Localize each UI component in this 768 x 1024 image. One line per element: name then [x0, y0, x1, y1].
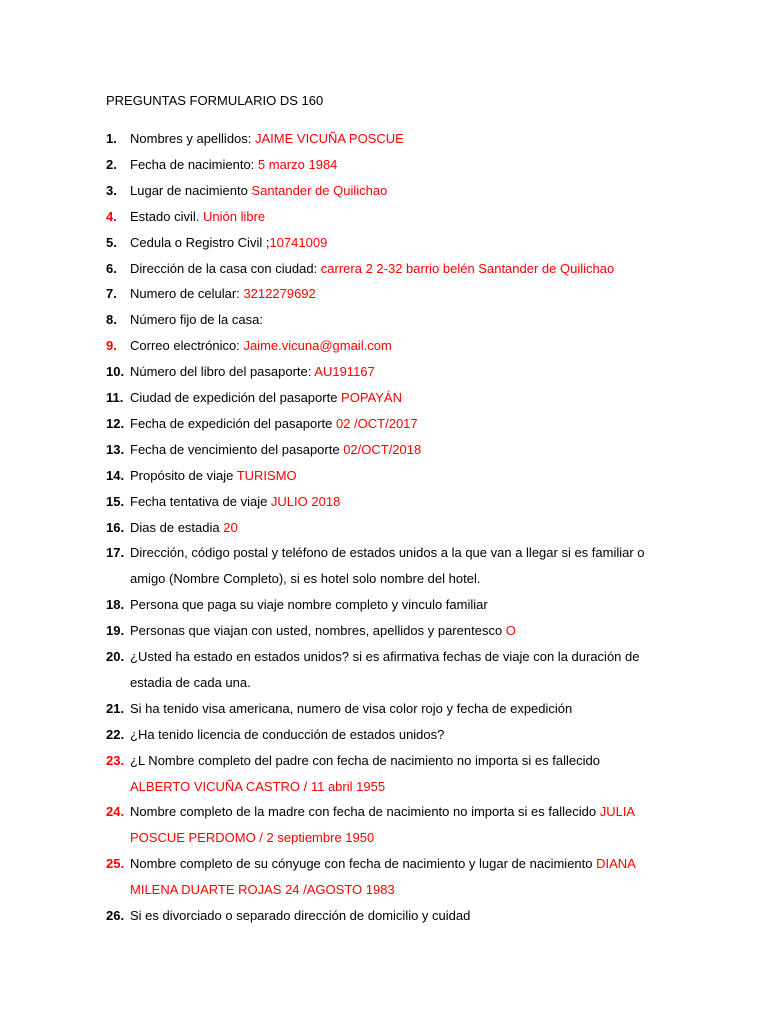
question-number: 26. [106, 908, 125, 923]
question-line [130, 545, 645, 561]
question-text: Fecha tentativa de viaje [130, 494, 271, 509]
question-number: 3. [106, 183, 117, 198]
answer-text: MILENA DUARTE ROJAS 24 /AGOSTO 1983 [130, 882, 395, 897]
question-line [130, 442, 421, 458]
question-text: Fecha de expedición del pasaporte [130, 416, 336, 431]
question-line [130, 520, 238, 536]
question-text: Correo electrónico: [130, 338, 244, 353]
question-line [130, 416, 418, 432]
question-text: Cedula o Registro Civil ; [130, 235, 270, 250]
question-text: Numero de celular: [130, 286, 244, 301]
question-number: 20. [106, 649, 125, 664]
question-line [130, 312, 263, 328]
answer-text: 02 /OCT/2017 [335, 416, 418, 431]
answer-text: 20 [223, 520, 238, 535]
question-line [130, 675, 251, 691]
answer-text: 5 marzo 1984 [257, 157, 338, 172]
question-number: 19. [106, 623, 125, 638]
question-line [130, 779, 385, 795]
question-line [130, 623, 516, 639]
question-text: Número fijo de la casa: [130, 312, 263, 327]
question-line [130, 597, 488, 613]
question-number: 25. [106, 856, 125, 871]
question-number: 6. [106, 261, 117, 276]
question-line [130, 649, 639, 665]
question-number: 15. [106, 494, 125, 509]
question-text: Fecha de nacimiento: [130, 157, 258, 172]
question-line [130, 390, 402, 406]
question-line [130, 571, 480, 587]
question-line [130, 261, 614, 277]
question-number: 5. [106, 235, 117, 250]
question-number: 13. [106, 442, 125, 457]
answer-text: 02/OCT/2018 [343, 442, 422, 457]
question-line [130, 235, 327, 251]
question-text: amigo (Nombre Completo), si es hotel solo nombre del hotel. [130, 571, 481, 586]
question-text: estadia de cada una. [130, 675, 251, 690]
question-text: Propósito de viaje [130, 468, 237, 483]
question-line [130, 209, 265, 225]
question-text: Personas que viajan con usted, nombres, apellidos y parentesco [130, 623, 506, 638]
answer-text: AU191167 [314, 364, 375, 379]
question-text: Número del libro del pasaporte: [130, 364, 315, 379]
question-line [130, 830, 374, 846]
question-line [130, 364, 375, 380]
answer-text: JAIME VICUÑA POSCUE [255, 131, 404, 146]
question-text: ¿L Nombre completo del padre con fecha de nacimiento no importa si es fallecido [130, 753, 600, 768]
document-title: PREGUNTAS FORMULARIO DS 160 [106, 93, 324, 108]
question-line [130, 286, 316, 302]
answer-text: carrera 2 2-32 barrio belén Santander de Quilichao [320, 261, 615, 276]
question-number: 16. [106, 520, 125, 535]
question-line [130, 753, 600, 769]
question-line [130, 727, 444, 743]
question-number: 10. [106, 364, 125, 379]
question-number: 22. [106, 727, 125, 742]
answer-text: JULIA [599, 804, 636, 819]
question-line [130, 494, 340, 510]
answer-text: 3212279692 [243, 286, 316, 301]
question-line [130, 131, 404, 147]
question-line [130, 701, 572, 717]
answer-text: TURISMO [236, 468, 297, 483]
question-line [130, 856, 636, 872]
answer-text: POSCUE PERDOMO / 2 septiembre 1950 [130, 830, 375, 845]
question-line [130, 338, 392, 354]
question-number: 18. [106, 597, 125, 612]
answer-text: ALBERTO VICUÑA CASTRO / 11 abril 1955 [130, 779, 386, 794]
question-number: 7. [106, 286, 117, 301]
question-number: 4. [106, 209, 117, 224]
question-text: Dirección de la casa con ciudad: [130, 261, 321, 276]
question-text: Nombre completo de la madre con fecha de nacimiento no importa si es fallecido [130, 804, 600, 819]
answer-text: O [505, 623, 516, 638]
question-line [130, 804, 635, 820]
question-number: 21. [106, 701, 125, 716]
question-text: Nombres y apellidos: [130, 131, 255, 146]
question-text: Nombre completo de su cónyuge con fecha de nacimiento y lugar de nacimiento [130, 856, 597, 871]
question-text: ¿Usted ha estado en estados unidos? si es afirmativa fechas de viaje con la duración de [130, 649, 640, 664]
question-text: ¿Ha tenido licencia de conducción de estados unidos? [130, 727, 445, 742]
answer-text: Jaime.vicuna@gmail.com [243, 338, 392, 353]
question-text: Si ha tenido visa americana, numero de visa color rojo y fecha de expedición [130, 701, 573, 716]
question-number: 12. [106, 416, 125, 431]
question-number: 9. [106, 338, 117, 353]
question-number: 23. [106, 753, 125, 768]
question-line [130, 882, 395, 898]
answer-text: 10741009 [269, 235, 328, 250]
question-number: 17. [106, 545, 125, 560]
question-text: Persona que paga su viaje nombre completo y vinculo familiar [130, 597, 488, 612]
question-number: 11. [106, 390, 124, 405]
question-text: Si es divorciado o separado dirección de domicilio y cuidad [130, 908, 471, 923]
question-text: Fecha de vencimiento del pasaporte [130, 442, 344, 457]
question-line [130, 183, 387, 199]
answer-text: Unión libre [202, 209, 266, 224]
question-number: 14. [106, 468, 125, 483]
question-text: Lugar de nacimiento [130, 183, 252, 198]
question-number: 8. [106, 312, 117, 327]
question-text: Dias de estadia [130, 520, 224, 535]
question-number: 24. [106, 804, 125, 819]
answer-text: JULIO 2018 [270, 494, 341, 509]
question-line [130, 468, 297, 484]
answer-text: DIANA [596, 856, 636, 871]
answer-text: Santander de Quilichao [251, 183, 388, 198]
question-text: Dirección, código postal y teléfono de estados unidos a la que van a llegar si es familiar o [130, 545, 645, 560]
question-number: 2. [106, 157, 117, 172]
answer-text: POPAYÁN [341, 390, 402, 405]
question-text: Estado civil. [130, 209, 203, 224]
question-line [130, 157, 337, 173]
question-number: 1. [106, 131, 117, 146]
question-text: Ciudad de expedición del pasaporte [130, 390, 342, 405]
question-line [130, 908, 470, 924]
